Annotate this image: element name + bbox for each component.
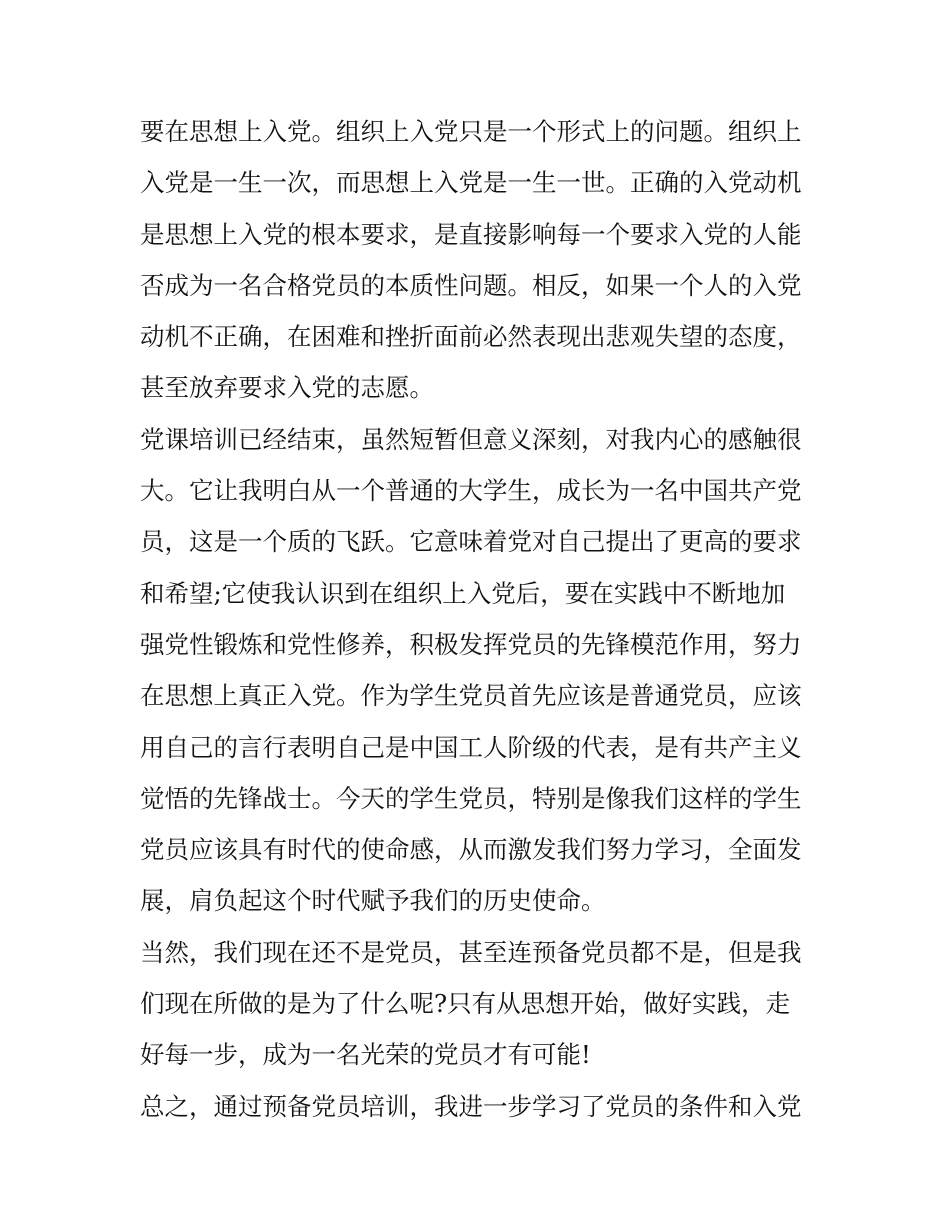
text-line: 觉悟的先锋战士。今天的学生党员，特别是像我们这样的学生 — [140, 783, 802, 813]
text-line: 员，这是一个质的飞跃。它意味着党对自己提出了更高的要求 — [140, 527, 802, 557]
text-line: 用自己的言行表明自己是中国工人阶级的代表，是有共产主义 — [140, 732, 802, 762]
text-line: 动机不正确，在困难和挫折面前必然表现出悲观失望的态度， — [140, 322, 802, 352]
text-line: 入党是一生一次，而思想上入党是一生一世。正确的入党动机 — [140, 168, 802, 198]
text-line: 展，肩负起这个时代赋予我们的历史使命。 — [140, 886, 606, 916]
text-line: 好每一步，成为一名光荣的党员才有可能! — [140, 1040, 591, 1070]
text-line: 甚至放弃要求入党的志愿。 — [140, 373, 434, 403]
text-line: 大。它让我明白从一个普通的大学生，成长为一名中国共产党 — [140, 476, 802, 506]
text-line: 党员应该具有时代的使命感，从而激发我们努力学习，全面发 — [140, 835, 802, 865]
text-line: 否成为一名合格党员的本质性问题。相反，如果一个人的入党 — [140, 270, 802, 300]
text-line: 要在思想上入党。组织上入党只是一个形式上的问题。组织上 — [140, 117, 802, 146]
text-line: 当然，我们现在还不是党员，甚至连预备党员都不是，但是我 — [140, 937, 802, 967]
text-line: 强党性锻炼和党性修养，积极发挥党员的先锋模范作用，努力 — [140, 629, 802, 659]
document-body-text — [140, 106, 820, 1132]
text-line: 们现在所做的是为了什么呢?只有从思想开始，做好实践，走 — [140, 989, 791, 1019]
text-line: 是思想上入党的根本要求，是直接影响每一个要求入党的人能 — [140, 219, 802, 249]
text-line: 总之，通过预备党员培训，我进一步学习了党员的条件和入党 — [140, 1091, 802, 1121]
text-line: 党课培训已经结束，虽然短暂但意义深刻，对我内心的感触很 — [140, 424, 802, 454]
text-line: 在思想上真正入党。作为学生党员首先应该是普通党员，应该 — [140, 681, 802, 711]
text-line: 和希望;它使我认识到在组织上入党后，要在实践中不断地加 — [140, 578, 786, 608]
